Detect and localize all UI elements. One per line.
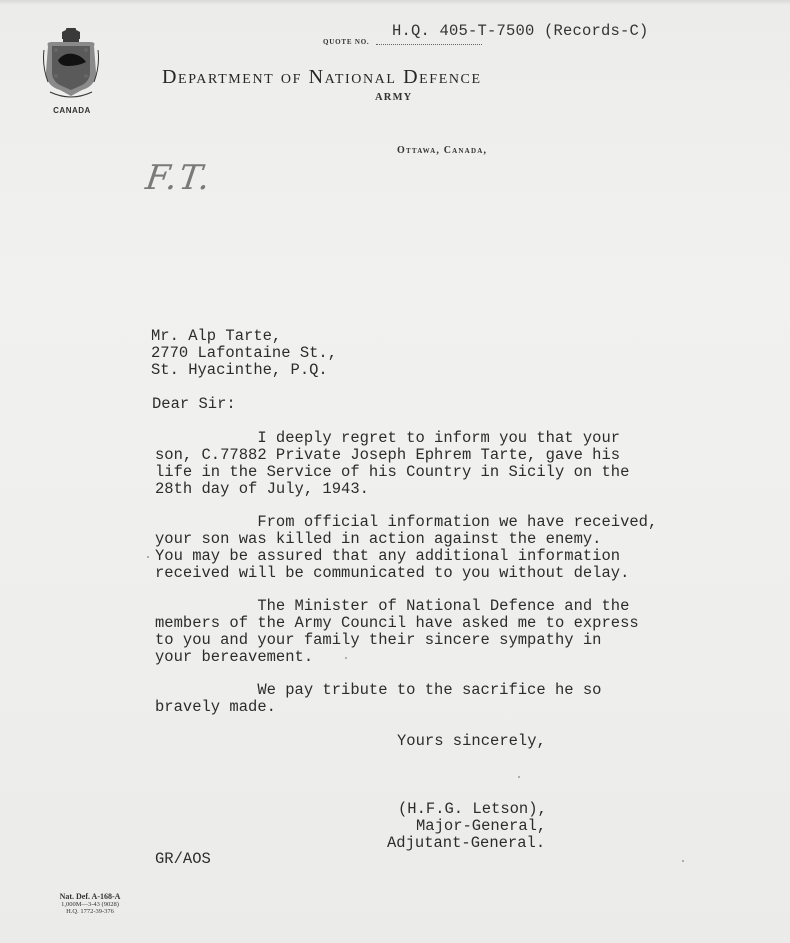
signatory-title: Adjutant-General. (387, 834, 546, 852)
body-line: We pay tribute to the sacrifice he so (155, 681, 602, 699)
paper-speck (345, 657, 347, 659)
body-line: received will be communicated to you without delay. (155, 564, 630, 582)
body-line: life in the Service of his Country in Sicily on the (155, 463, 630, 481)
body-line: I deeply regret to inform you that your (155, 429, 621, 447)
paper-speck (682, 860, 684, 862)
hq-file-number: H.Q. 1772-39-376 (66, 908, 114, 915)
signatory-name: (H.F.G. Letson), (398, 800, 547, 818)
branch-name: ARMY (375, 92, 413, 103)
body-line: From official information we have received, (155, 513, 658, 531)
body-line: members of the Army Council have asked me to express (155, 614, 639, 632)
scan-edge-shadow (0, 0, 790, 6)
quote-number-label: QUOTE NO. (323, 38, 370, 46)
department-title: Department of National Defence (162, 66, 482, 88)
paper-speck (518, 776, 520, 778)
canada-coat-of-arms-icon (42, 26, 100, 102)
salutation: Dear Sir: (152, 395, 236, 413)
letter-location: Ottawa, Canada, (397, 145, 488, 156)
body-line: your son was killed in action against the enemy. (155, 530, 602, 548)
body-line: son, C.77882 Private Joseph Ephrem Tarte, gave his (155, 446, 621, 464)
body-line: The Minister of National Defence and the (155, 597, 630, 615)
handwritten-annotation: F.T. (143, 158, 215, 198)
body-line: your bereavement. (155, 648, 314, 666)
body-line: to you and your family their sincere sympathy in (155, 631, 602, 649)
form-number-footer (40, 892, 140, 915)
recipient-name: Mr. Alp Tarte, (151, 327, 282, 345)
quote-number-dotted-line (376, 44, 482, 45)
body-line: 28th day of July, 1943. (155, 480, 369, 498)
reference-number: H.Q. 405-T-7500 (Records-C) (392, 22, 649, 40)
body-line: bravely made. (155, 698, 276, 716)
print-run: 1,000M—3-43 (9028) (61, 901, 119, 908)
crest-label: CANADA (53, 106, 91, 115)
form-number: Nat. Def. A-168-A (59, 892, 121, 901)
signatory-rank: Major-General, (416, 817, 547, 835)
body-line: You may be assured that any additional information (155, 547, 621, 565)
reference-initials: GR/AOS (155, 850, 211, 868)
closing: Yours sincerely, (397, 732, 546, 750)
paper-speck (147, 556, 149, 558)
recipient-street: 2770 Lafontaine St., (151, 344, 338, 362)
recipient-city: St. Hyacinthe, P.Q. (151, 361, 328, 379)
